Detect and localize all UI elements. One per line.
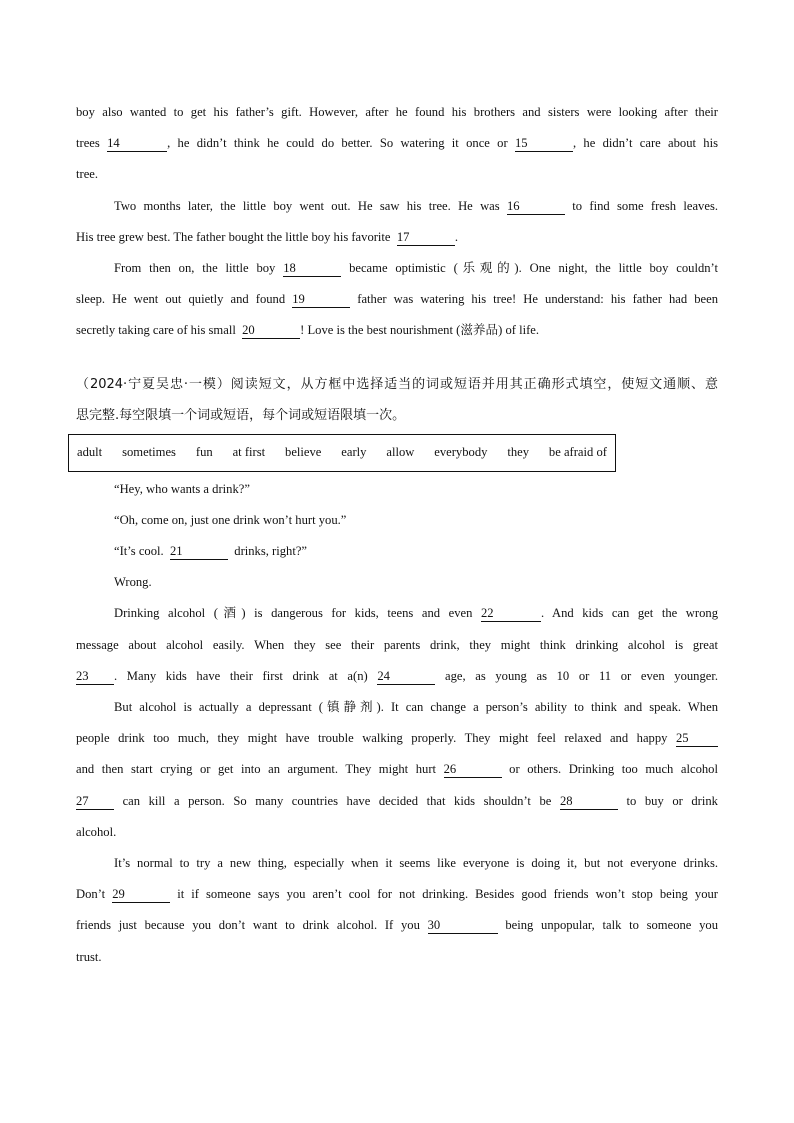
text: sleep. He went out quietly and found xyxy=(76,292,286,307)
text-line xyxy=(76,191,718,222)
blank-27[interactable]: 27 xyxy=(76,794,114,810)
word-option: at first xyxy=(232,445,266,460)
text: age, as young as 10 or 11 or even younger. xyxy=(444,668,718,683)
blank-17[interactable]: 17 xyxy=(397,230,455,246)
text-line xyxy=(76,128,718,159)
text-line xyxy=(76,598,718,629)
word-box xyxy=(68,434,616,472)
blank-22[interactable]: 22 xyxy=(481,606,541,622)
text: Don’t xyxy=(76,887,106,902)
text-line xyxy=(76,159,718,190)
blank-30[interactable]: 30 xyxy=(428,918,498,934)
text: and then start crying or get into an argument. They might hurt xyxy=(76,762,437,777)
text: became optimistic (乐观的). One night, the little boy couldn’t xyxy=(349,261,718,276)
text-line xyxy=(76,910,718,941)
text: boy also wanted to get his father’s gift. However, after he found his brothers and sisters were looking after their xyxy=(76,105,718,119)
text: tree. xyxy=(76,167,99,182)
instruction-text: 思完整.每空限填一个词或短语，每个词或短语限填一次。 xyxy=(76,407,406,423)
text-line xyxy=(76,786,718,817)
text-line xyxy=(76,661,718,692)
text: father was watering his tree! He understand: his father had been xyxy=(357,292,719,307)
text: “It’s cool. xyxy=(114,544,164,559)
instruction-text: （2024·宁夏吴忠·一模）阅读短文，从方框中选择适当的词或短语并用其正确形式填空，使短文通顺、意 xyxy=(76,376,718,392)
text-line xyxy=(76,567,718,598)
text: ! Love is the best nourishment (滋养品) of life. xyxy=(300,323,540,338)
text: or others. Drinking too much alcohol xyxy=(509,762,718,777)
text: But alcohol is actually a depressant (镇静剂). It can change a person’s ability to think and speak. When xyxy=(114,700,718,715)
blank-21[interactable]: 21 xyxy=(170,544,228,560)
word-option: allow xyxy=(386,445,415,460)
instruction-line xyxy=(76,400,718,431)
text-line xyxy=(76,315,718,346)
text: can kill a person. So many countries have decided that kids shouldn’t be xyxy=(122,793,552,808)
text: friends just because you don’t want to drink alcohol. If you xyxy=(76,918,420,933)
text-line xyxy=(76,536,718,567)
text: trees xyxy=(76,136,100,151)
text: it if someone says you aren’t cool for not drinking. Besides good friends won’t stop being your xyxy=(177,887,718,902)
text: From then on, the little boy xyxy=(114,261,276,276)
text: His tree grew best. The father bought the little boy his favorite xyxy=(76,229,391,244)
text-line xyxy=(76,817,718,848)
word-option: everybody xyxy=(434,445,488,460)
text-line xyxy=(76,253,718,284)
text: secretly taking care of his small xyxy=(76,323,236,338)
blank-29[interactable]: 29 xyxy=(112,887,170,903)
text-line xyxy=(76,505,718,536)
blank-25[interactable]: 25 xyxy=(676,731,718,747)
text: Two months later, the little boy went out. He saw his tree. He was xyxy=(114,198,500,213)
blank-28[interactable]: 28 xyxy=(560,794,618,810)
word-option: early xyxy=(341,445,367,460)
text-line xyxy=(76,723,718,754)
text: “Hey, who wants a drink?” xyxy=(114,481,250,496)
word-option: they xyxy=(507,445,530,460)
text: alcohol. xyxy=(76,824,117,839)
blank-16[interactable]: 16 xyxy=(507,199,565,215)
blank-14[interactable]: 14 xyxy=(107,136,167,152)
blank-20[interactable]: 20 xyxy=(242,323,300,339)
text-line xyxy=(76,222,718,253)
text: , he didn’t care about his xyxy=(572,136,719,151)
text: Wrong. xyxy=(114,575,152,590)
text: trust. xyxy=(76,949,102,964)
text: . And kids can get the wrong xyxy=(540,606,718,621)
text: to find some fresh leaves. xyxy=(572,198,718,213)
text: . Many kids have their first drink at a(n) xyxy=(114,668,368,683)
text-line xyxy=(76,97,718,128)
text-line xyxy=(76,692,718,723)
word-option: fun xyxy=(195,445,213,460)
text: being unpopular, talk to someone you xyxy=(505,918,718,933)
text: . xyxy=(454,229,458,244)
word-option: believe xyxy=(285,445,322,460)
word-option: be afraid of xyxy=(548,445,607,460)
text-line xyxy=(76,848,718,879)
blank-24[interactable]: 24 xyxy=(377,669,435,685)
text-line xyxy=(76,754,718,785)
word-option: adult xyxy=(77,445,103,460)
text: people drink too much, they might have trouble walking properly. They might feel relaxed and happy xyxy=(76,731,668,746)
document-page xyxy=(76,97,718,973)
text: “Oh, come on, just one drink won’t hurt you.” xyxy=(114,512,347,527)
text: to buy or drink xyxy=(626,793,718,808)
blank-23[interactable]: 23 xyxy=(76,669,114,685)
text: message about alcohol easily. When they see their parents drink, they might think drinking alcohol is great xyxy=(76,637,718,652)
text-line xyxy=(76,630,718,661)
text-line xyxy=(76,284,718,315)
text-line xyxy=(76,474,718,505)
word-option: sometimes xyxy=(122,445,176,460)
text-line xyxy=(76,879,718,910)
text: , he didn’t think he could do better. So watering it once or xyxy=(167,136,508,151)
blank-26[interactable]: 26 xyxy=(444,762,502,778)
blank-18[interactable]: 18 xyxy=(283,261,341,277)
text: drinks, right?” xyxy=(234,544,308,559)
instruction-line xyxy=(76,369,718,400)
text: Drinking alcohol (酒) is dangerous for kids, teens and even xyxy=(114,606,473,621)
text: It’s normal to try a new thing, especially when it seems like everyone is doing it, but not everyone drinks. xyxy=(114,856,718,871)
blank-19[interactable]: 19 xyxy=(292,292,350,308)
text-line xyxy=(76,942,718,973)
blank-15[interactable]: 15 xyxy=(515,136,573,152)
